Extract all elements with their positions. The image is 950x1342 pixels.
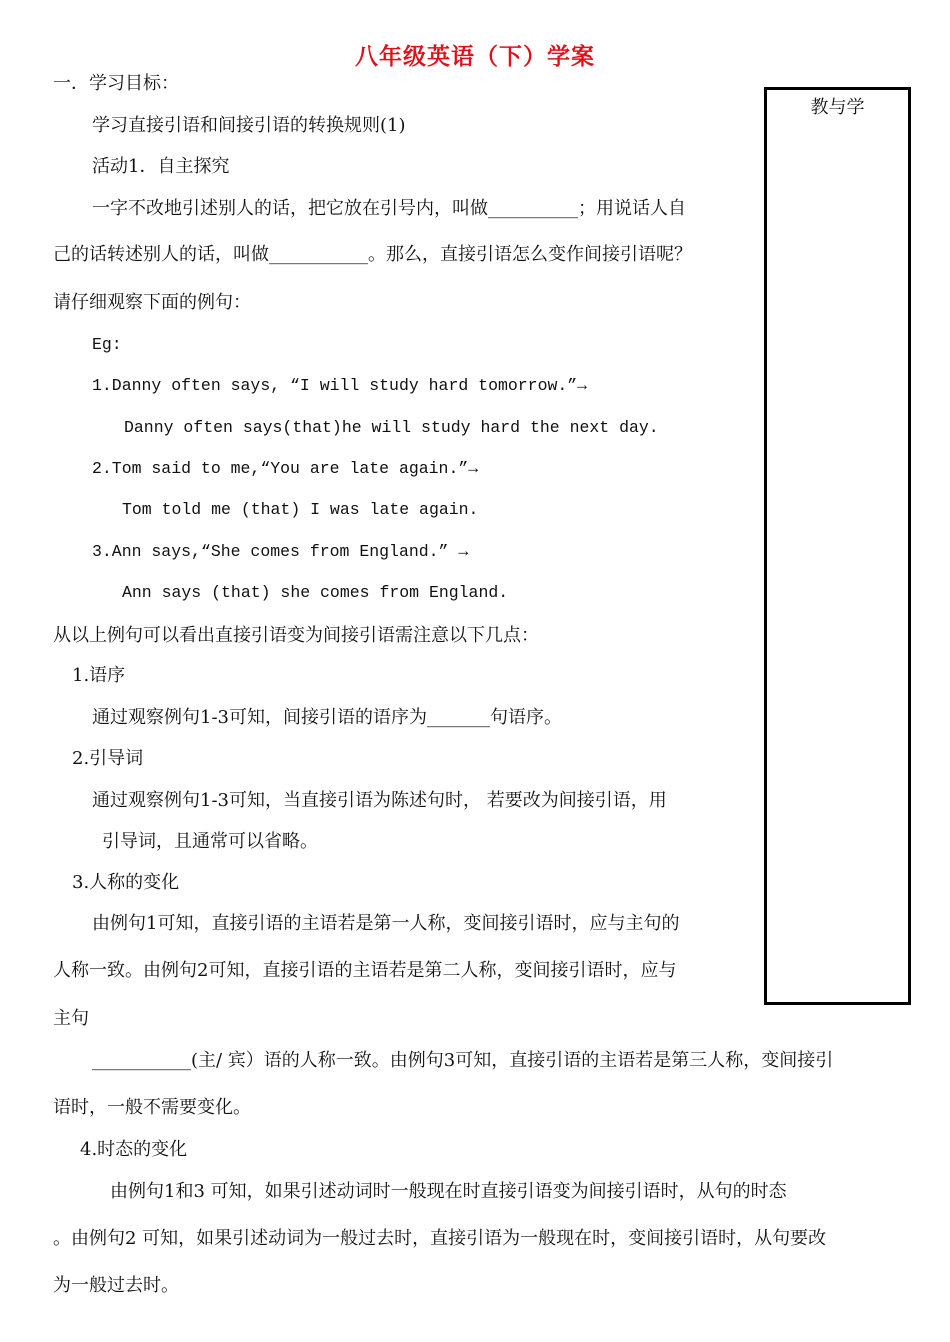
example-3-indirect: Ann says (that) she comes from England. — [122, 583, 509, 602]
section-heading: 一．学习目标： — [53, 73, 179, 94]
point-3-text-5: 语时，一般不需要变化。 — [53, 1097, 251, 1118]
notes-lead: 从以上例句可以看出直接引语变为间接引语需注意以下几点： — [53, 625, 539, 646]
example-label: Eg: — [92, 335, 122, 354]
example-1-indirect: Danny often says(that)he will study hard the next day. — [124, 418, 659, 437]
example-2-indirect: Tom told me (that) I was late again. — [122, 500, 479, 519]
point-3-text-2: 人称一致。由例句2可知，直接引语的主语若是第二人称，变间接引语时，应与 — [53, 960, 677, 981]
point-1-title: 1.语序 — [72, 665, 126, 686]
point-4-text-1: 由例句1和3 可知，如果引述动词时一般现在时直接引语变为间接引语时，从句的时态 — [110, 1181, 787, 1202]
activity-title: 活动1．自主探究 — [92, 156, 230, 177]
teach-learn-box — [764, 87, 911, 1005]
point-3-text-1: 由例句1可知，直接引语的主语若是第一人称，变间接引语时，应与主句的 — [92, 913, 680, 934]
point-3-text-3: 主句 — [53, 1008, 89, 1029]
observe-prompt: 请仔细观察下面的例句： — [53, 292, 251, 313]
point-2-text-2: 引导词，且通常可以省略。 — [102, 831, 318, 852]
example-3-direct: 3.Ann says,“She comes from England.” → — [92, 542, 469, 561]
objective-text: 学习直接引语和间接引语的转换规则(1) — [92, 115, 406, 136]
intro-line-1: 一字不改地引述别人的话，把它放在引号内，叫做__________；用说话人自 — [92, 198, 686, 219]
point-2-text-1: 通过观察例句1-3可知，当直接引语为陈述句时， 若要改为间接引语，用 — [92, 790, 667, 811]
point-4-text-2: 。由例句2 可知，如果引述动词为一般过去时，直接引语为一般现在时，变间接引语时，从句要改 — [53, 1228, 827, 1249]
example-2-direct: 2.Tom said to me,“You are late again.”→ — [92, 459, 479, 478]
point-1-text: 通过观察例句1-3可知，间接引语的语序为_______句语序。 — [92, 707, 562, 728]
example-1-direct: 1.Danny often says, “I will study hard tomorrow.”→ — [92, 376, 588, 395]
point-2-title: 2.引导词 — [72, 748, 144, 769]
teach-learn-label: 教与学 — [810, 97, 865, 118]
point-3-title: 3.人称的变化 — [72, 872, 180, 893]
intro-line-2: 己的话转述别人的话，叫做___________。那么，直接引语怎么变作间接引语呢？ — [53, 244, 692, 265]
page-title: 八年级英语（下）学案 — [355, 44, 595, 70]
point-4-text-3: 为一般过去时。 — [53, 1275, 179, 1296]
point-3-text-4: ___________(主/ 宾）语的人称一致。由例句3可知，直接引语的主语若是第三人称，变间接引 — [92, 1050, 834, 1071]
point-4-title: 4.时态的变化 — [80, 1139, 188, 1160]
